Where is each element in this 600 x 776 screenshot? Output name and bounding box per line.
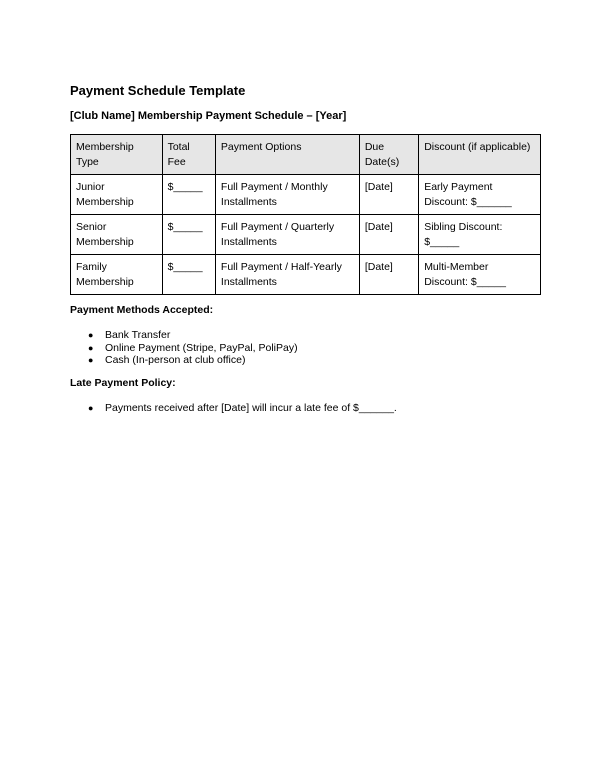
cell-total-fee: $_____ — [162, 175, 215, 215]
document-subtitle: [Club Name] Membership Payment Schedule – [Year] — [70, 110, 347, 122]
cell-payment-options: Full Payment / Quarterly Installments — [215, 215, 359, 255]
header-payment-options: Payment Options — [215, 135, 359, 175]
table-row — [71, 175, 541, 215]
payment-methods-heading: Payment Methods Accepted: — [70, 304, 214, 316]
list-item-label: Cash (In-person at club office) — [105, 354, 246, 366]
cell-payment-options: Full Payment / Monthly Installments — [215, 175, 359, 215]
cell-membership-type: Junior Membership — [71, 175, 163, 215]
bullet-icon: ● — [88, 342, 94, 353]
list-item — [88, 329, 298, 342]
bullet-icon: ● — [88, 355, 94, 365]
list-item-label: Bank Transfer — [105, 329, 171, 341]
table-header-row — [71, 135, 541, 175]
cell-payment-options: Full Payment / Half-Yearly Installments — [215, 255, 359, 295]
bullet-icon: ● — [88, 330, 94, 340]
cell-due-date: [Date] — [359, 175, 418, 215]
payment-schedule-table — [70, 134, 541, 295]
table-row — [71, 255, 541, 295]
document-title: Payment Schedule Template — [70, 83, 246, 98]
cell-total-fee: $_____ — [162, 215, 215, 255]
list-item — [88, 402, 397, 415]
header-discount: Discount (if applicable) — [419, 135, 541, 175]
cell-membership-type: Family Membership — [71, 255, 163, 295]
bullet-icon: ● — [88, 403, 94, 413]
cell-due-date: [Date] — [359, 255, 418, 295]
header-membership-type: Membership Type — [71, 135, 163, 175]
cell-membership-type: Senior Membership — [71, 215, 163, 255]
list-item — [88, 354, 298, 367]
cell-discount: Early Payment Discount: $______ — [419, 175, 541, 215]
cell-discount: Multi-Member Discount: $_____ — [419, 255, 541, 295]
header-due-dates: Due Date(s) — [359, 135, 418, 175]
cell-discount: Sibling Discount: $_____ — [419, 215, 541, 255]
list-item-label: Online Payment (Stripe, PayPal, PoliPay) — [105, 341, 298, 354]
late-payment-list — [88, 402, 397, 415]
payment-methods-list — [88, 329, 298, 367]
late-payment-heading: Late Payment Policy: — [70, 377, 176, 389]
cell-total-fee: $_____ — [162, 255, 215, 295]
list-item — [88, 342, 298, 355]
table-row — [71, 215, 541, 255]
header-total-fee: Total Fee — [162, 135, 215, 175]
list-item-label: Payments received after [Date] will incur a late fee of $______. — [105, 402, 397, 414]
cell-due-date: [Date] — [359, 215, 418, 255]
